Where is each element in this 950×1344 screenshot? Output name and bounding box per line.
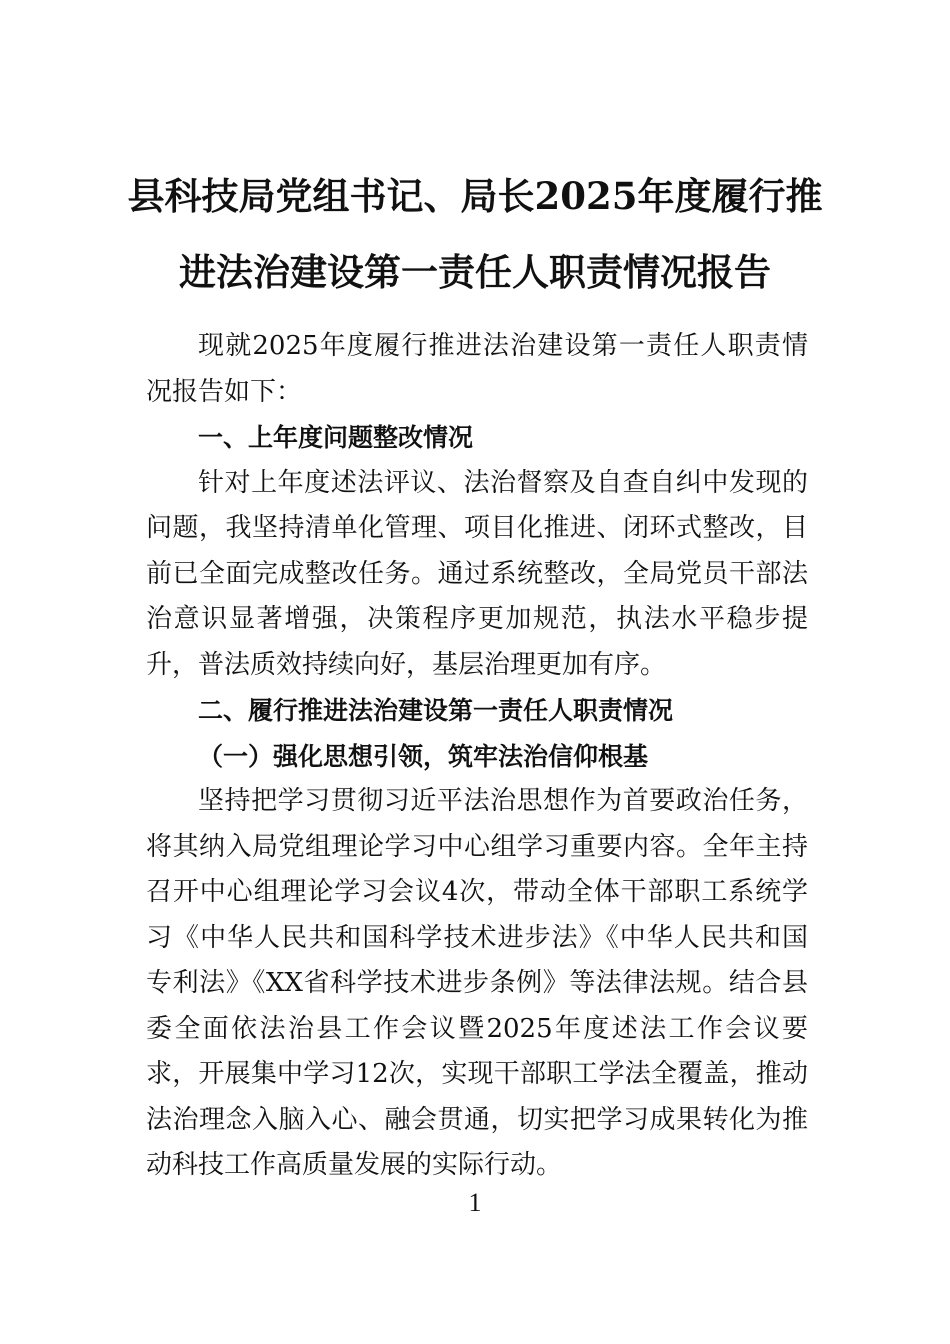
title-line-2: 进法治建设第一责任人职责情况报告 xyxy=(179,250,771,294)
intro-paragraph: 现就2025年度履行推进法治建设第一责任人职责情况报告如下： xyxy=(146,331,808,407)
section-1-heading: 一、上年度问题整改情况 xyxy=(198,423,474,452)
document-title xyxy=(110,158,840,310)
subsection-1-paragraph: 坚持把学习贯彻习近平法治思想作为首要政治任务，将其纳入局党组理论学习中心组学习重要内容。全年主持召开中心组理论学习会议4次，带动全体干部职工系统学习《中华人民共和国科学技术进步法》《中华人民共和国专利法》《XX省科学技术进步条例》等法律法规。结合县委全面依法治县工作会议暨2025年度述法工作会议要求，开展集中学习12次，实现干部职工学法全覆盖，推动法治理念入脑入心、融会贯通，切实把学习成果转化为推动科技工作高质量发展的实际行动。 xyxy=(146,786,808,1180)
document-body xyxy=(146,324,808,1189)
page-number: 1 xyxy=(468,1188,482,1217)
subsection-1-heading: （一）强化思想引领，筑牢法治信仰根基 xyxy=(198,741,649,771)
section-2-heading: 二、履行推进法治建设第一责任人职责情况 xyxy=(198,696,674,725)
section-1-paragraph: 针对上年度述法评议、法治督察及自查自纠中发现的问题，我坚持清单化管理、项目化推进、闭环式整改，目前已全面完成整改任务。通过系统整改，全局党员干部法治意识显著增强，决策程序更加规范，执法水平稳步提升，普法质效持续向好，基层治理更加有序。 xyxy=(146,467,808,680)
title-line-1: 县科技局党组书记、局长2025年度履行推 xyxy=(127,174,823,218)
